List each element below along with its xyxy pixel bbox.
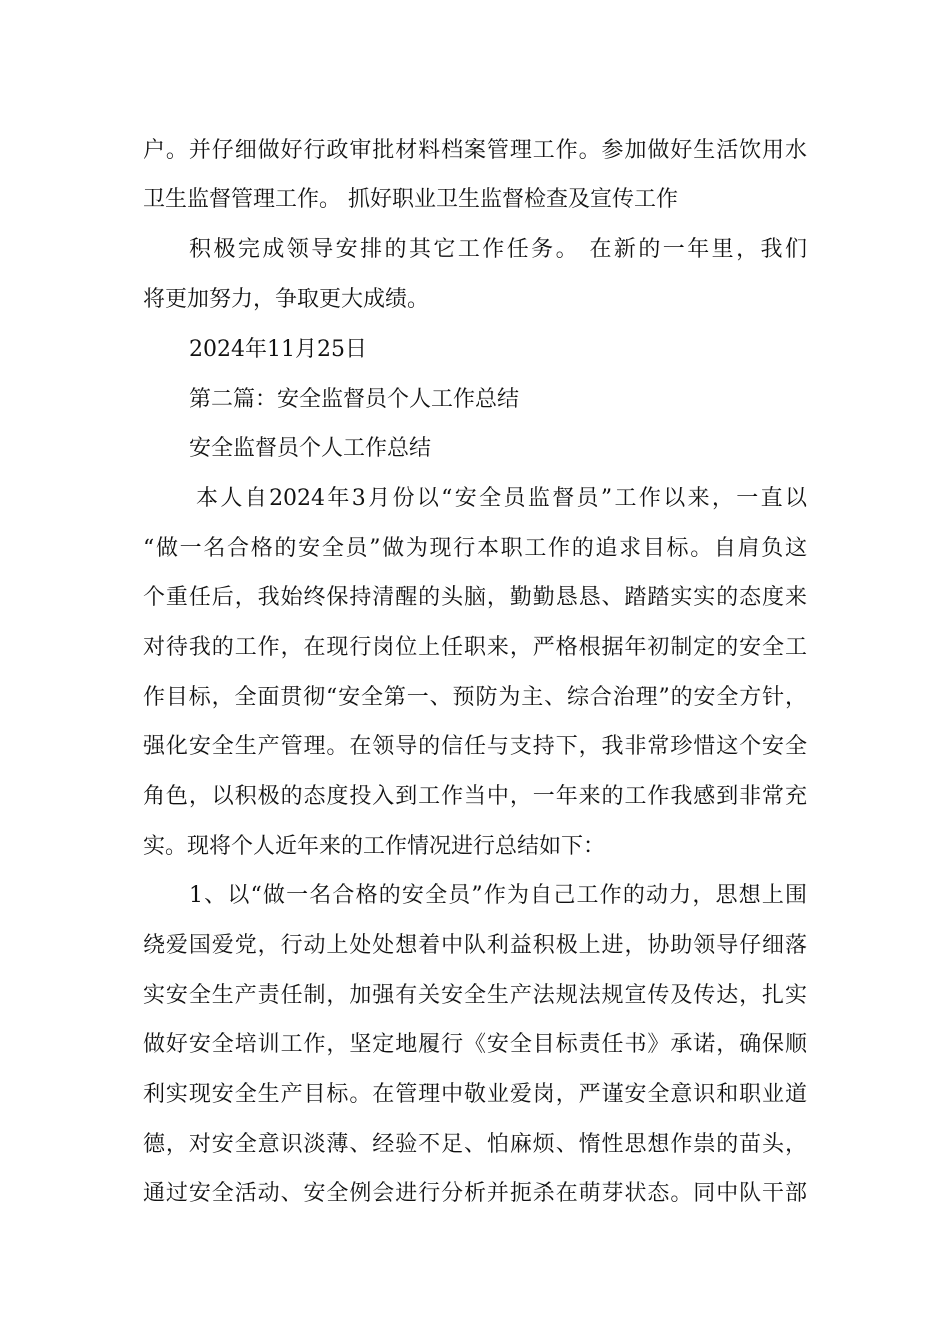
date-line: 2024年11月25日 (189, 337, 367, 362)
text-line: “做一名合格的安全员”做为现行本职工作的追求目标。自肩负这 (143, 536, 807, 561)
text-line: 实安全生产责任制，加强有关安全生产法规法规宣传及传达，扎实 (143, 983, 807, 1008)
text-line: 作目标，全面贯彻“安全第一、预防为主、综合治理”的安全方针， (143, 685, 807, 710)
text-line: 实。现将个人近年来的工作情况进行总结如下： (143, 834, 606, 859)
text-line: 积极完成领导安排的其它工作任务。 在新的一年里，我们 (189, 237, 807, 262)
text-line: 对待我的工作，在现行岗位上任职来，严格根据年初制定的安全工 (143, 635, 807, 660)
text-line: 个重任后，我始终保持清醒的头脑，勤勤恳恳、踏踏实实的态度来 (143, 585, 807, 610)
text-line: 1、以“做一名合格的安全员”作为自己工作的动力，思想上围 (189, 883, 807, 908)
document-title: 安全监督员个人工作总结 (189, 436, 432, 461)
text-line: 绕爱国爱党，行动上处处想着中队利益积极上进，协助领导仔细落 (143, 933, 807, 958)
text-line: 本人自2024年3月份以“安全员监督员”工作以来，一直以 (196, 486, 807, 511)
text-line: 做好安全培训工作，坚定地履行《安全目标责任书》承诺，确保顺 (143, 1032, 807, 1057)
text-line: 德，对安全意识淡薄、经验不足、怕麻烦、惰性思想作祟的苗头， (143, 1132, 807, 1157)
section-heading: 第二篇：安全监督员个人工作总结 (189, 387, 520, 412)
text-line: 户。并仔细做好行政审批材料档案管理工作。参加做好生活饮用水 (143, 138, 807, 163)
text-line: 卫生监督管理工作。 抓好职业卫生监督检查及宣传工作 (143, 187, 678, 212)
text-line: 通过安全活动、安全例会进行分析并扼杀在萌芽状态。同中队干部 (143, 1181, 807, 1206)
text-line: 利实现安全生产目标。在管理中敬业爱岗，严谨安全意识和职业道 (143, 1082, 807, 1107)
text-line: 强化安全生产管理。在领导的信任与支持下，我非常珍惜这个安全 (143, 734, 807, 759)
text-line: 角色，以积极的态度投入到工作当中，一年来的工作我感到非常充 (143, 784, 807, 809)
text-line: 将更加努力，争取更大成绩。 (143, 287, 430, 312)
